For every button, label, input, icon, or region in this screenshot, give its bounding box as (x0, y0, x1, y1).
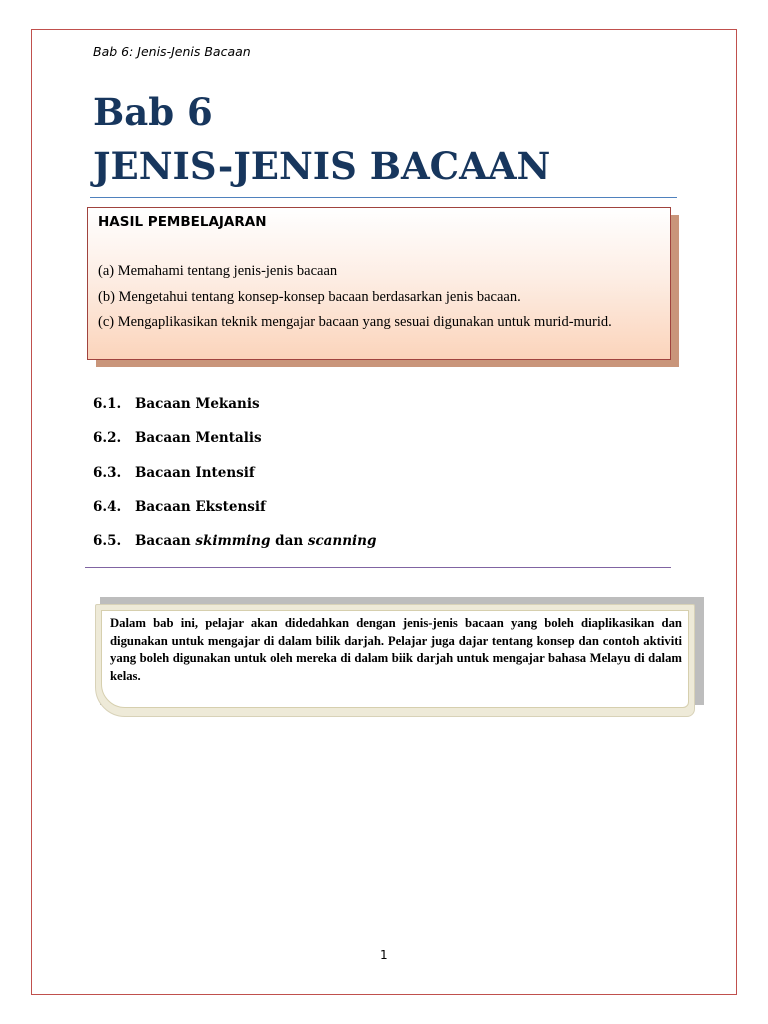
contents-number: 6.4. (93, 498, 122, 515)
chapter-number: Bab 6 (93, 90, 213, 134)
contents-item (93, 465, 376, 499)
contents-number: 6.1. (93, 396, 122, 412)
contents-number: 6.2. (93, 430, 122, 447)
contents-label-part: Bacaan (135, 533, 196, 550)
outcome-item: (a) Memahami tentang jenis-jenis bacaan (98, 263, 338, 279)
contents-label: Bacaan Mekanis (135, 396, 260, 412)
learning-outcomes-list (98, 259, 612, 336)
contents-label-italic: skimming (195, 533, 271, 550)
contents-label (135, 533, 376, 567)
learning-outcomes-box (87, 207, 671, 360)
contents-label: Bacaan Intensif (135, 464, 255, 481)
contents-number: 6.5. (93, 533, 122, 550)
outcome-item: (b) Mengetahui tentang konsep-konsep bacaan berdasarkan jenis bacaan. (98, 288, 521, 305)
contents-item (93, 499, 376, 533)
contents-item (93, 396, 376, 430)
contents-item (93, 430, 376, 464)
contents-divider (85, 567, 671, 568)
contents-label: Bacaan Ekstensif (135, 498, 266, 515)
contents-label-italic: scanning (307, 533, 377, 550)
title-divider (90, 197, 677, 198)
contents-item (93, 533, 376, 567)
contents-label-part: dan (270, 533, 308, 550)
outcome-item: (c) Mengaplikasikan teknik mengajar bacaan yang sesuai digunakan untuk murid-murid. (98, 314, 612, 330)
page-number: 1 (380, 948, 388, 962)
chapter-name: JENIS-JENIS BACAAN (93, 144, 551, 188)
chapter-contents (93, 396, 376, 567)
contents-number: 6.3. (93, 464, 122, 481)
chapter-summary-text: Dalam bab ini, pelajar akan didedahkan dengan jenis-jenis bacaan yang boleh diaplikasikan dan digunakan untuk mengajar di dalam bilik darjah. Pelajar juga dajar tentang konsep dan contoh aktiviti yang boleh digunakan untuk oleh mereka di dalam biik darjah untuk mengajar bahasa Melayu di dalam kelas. (110, 616, 682, 683)
chapter-summary-box (101, 610, 689, 708)
chapter-title (93, 85, 550, 193)
running-header: Bab 6: Jenis-Jenis Bacaan (93, 44, 251, 59)
learning-outcomes-heading: HASIL PEMBELAJARAN (98, 214, 267, 230)
contents-label: Bacaan Mentalis (135, 430, 262, 447)
